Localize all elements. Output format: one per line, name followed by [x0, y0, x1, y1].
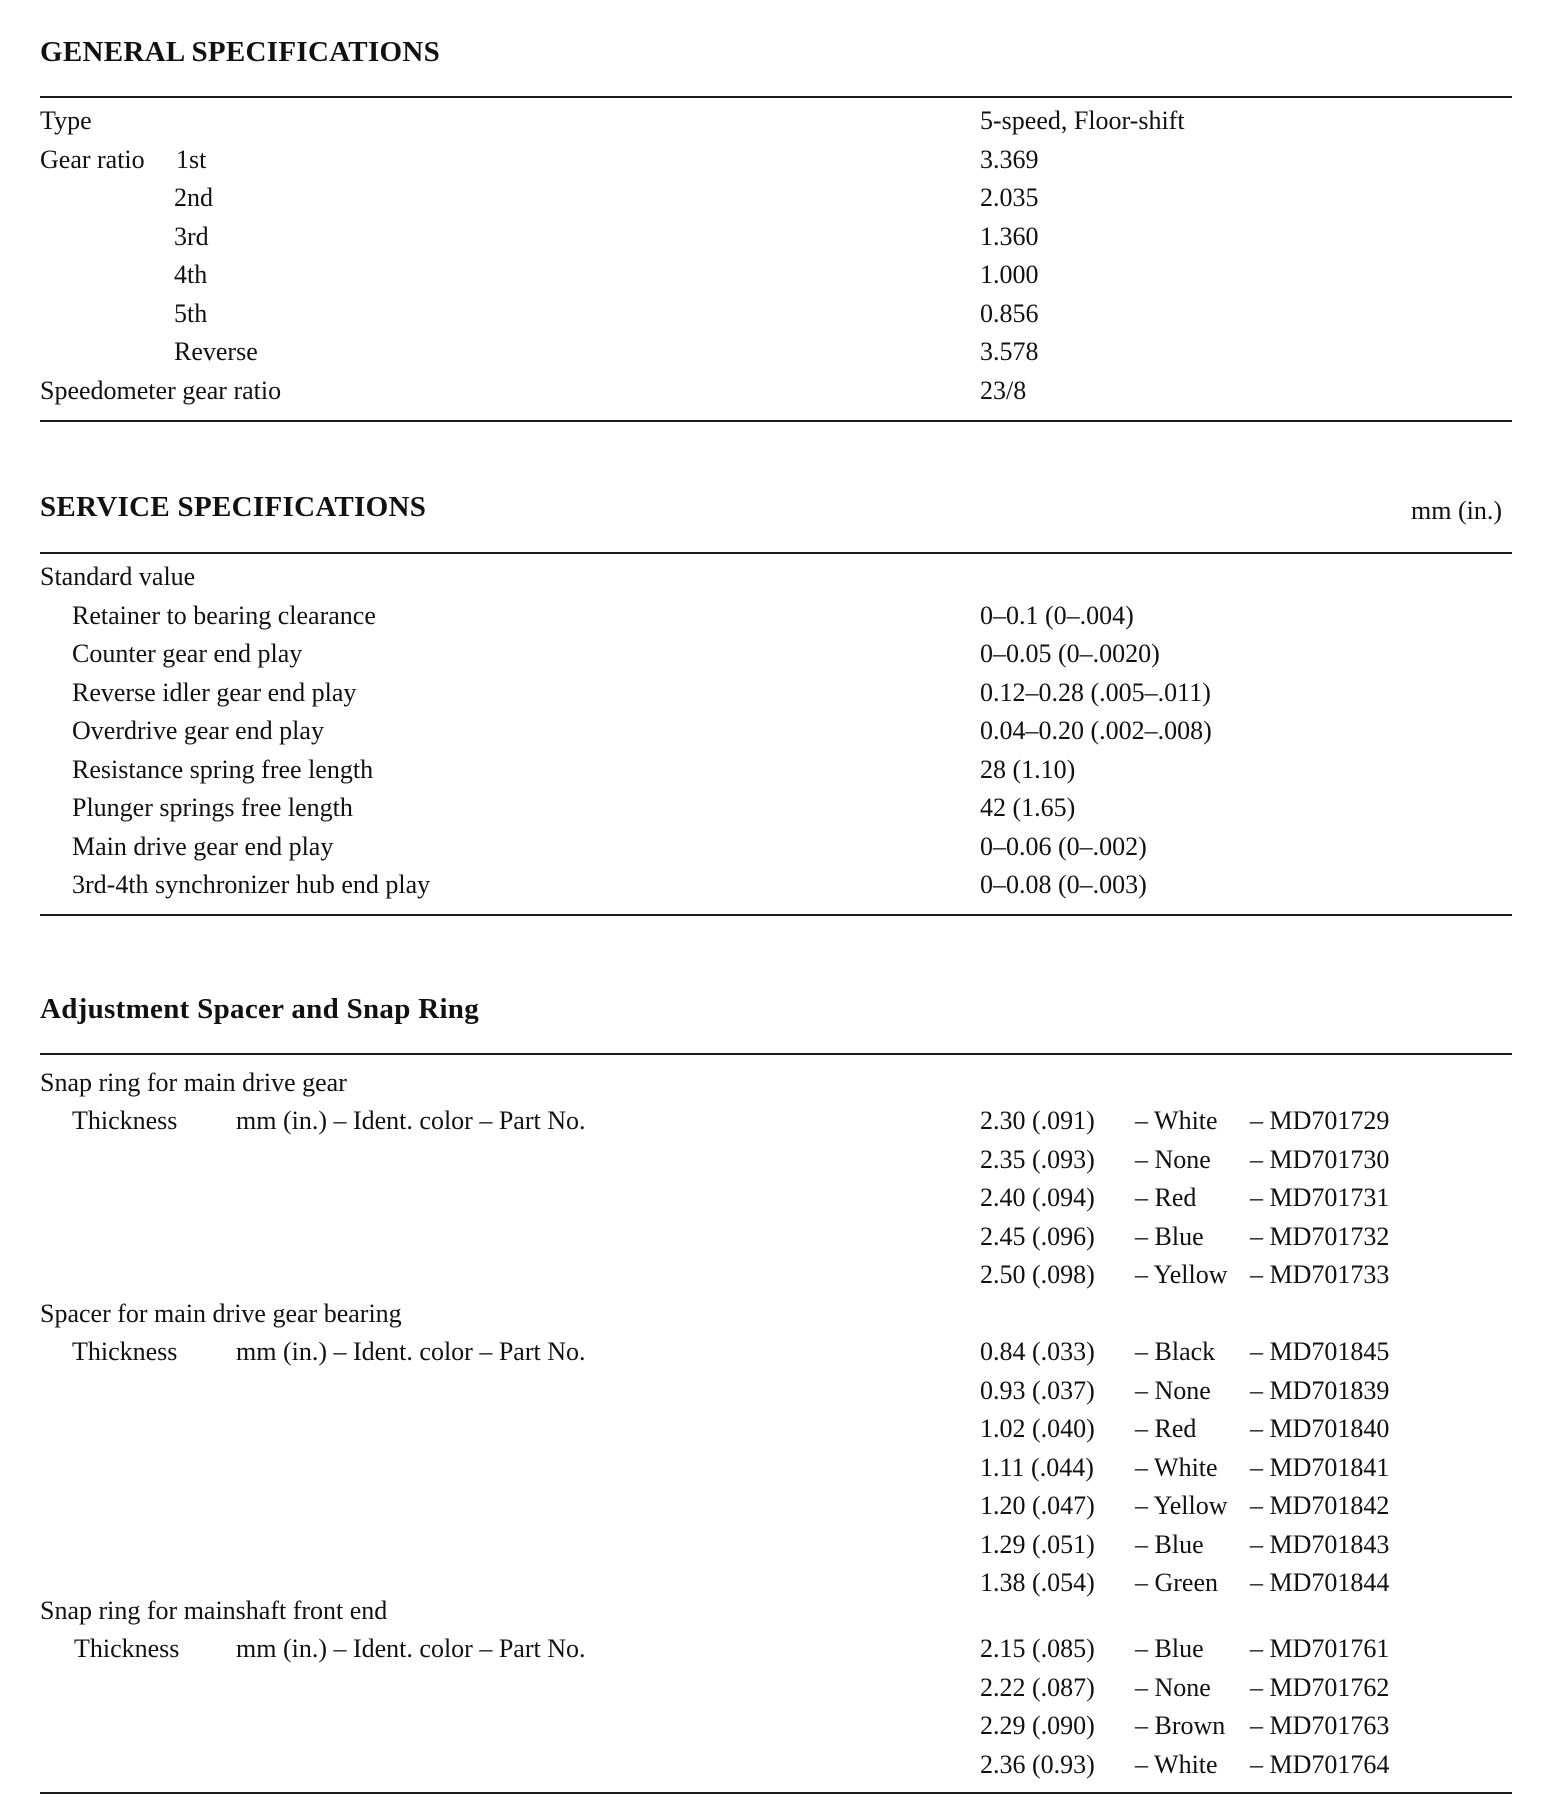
part-row	[0, 1449, 1568, 1487]
part-number: – MD701733	[1250, 1260, 1390, 1289]
service-spec-title: SERVICE SPECIFICATIONS	[40, 491, 427, 523]
service-bottom-rule	[40, 914, 1512, 916]
part-row	[0, 1141, 1568, 1179]
ident-color: – White	[1135, 1106, 1218, 1135]
service-top-rule	[40, 552, 1512, 554]
part-no: MD701762	[1269, 1673, 1390, 1702]
adjustment-top-rule	[40, 1053, 1512, 1055]
row-label: Reverse idler gear end play	[72, 678, 357, 707]
part-row	[0, 1256, 1568, 1294]
ident-color: – None	[1135, 1673, 1211, 1702]
part-row	[0, 1707, 1568, 1745]
thickness-value: 2.35 (.093)	[980, 1145, 1095, 1174]
thickness-value: 1.20 (.047)	[980, 1491, 1095, 1520]
color-name: Brown	[1154, 1711, 1226, 1740]
ident-color: – White	[1135, 1750, 1218, 1779]
ident-color: – Blue	[1135, 1222, 1204, 1251]
service-row	[0, 712, 1568, 750]
color-name: Red	[1154, 1414, 1197, 1443]
row-value: 0–0.06 (0–.002)	[980, 832, 1147, 861]
ident-color: – Blue	[1135, 1530, 1204, 1559]
part-number: – MD701843	[1250, 1530, 1390, 1559]
ident-color: – Blue	[1135, 1634, 1204, 1663]
ident-color: – Red	[1135, 1414, 1197, 1443]
thickness-label: Thickness	[72, 1337, 178, 1366]
row-label: Retainer to bearing clearance	[72, 601, 376, 630]
part-no: MD701761	[1269, 1634, 1390, 1663]
part-row	[0, 1179, 1568, 1217]
row-value: 0–0.08 (0–.003)	[980, 870, 1147, 899]
row-value: 5-speed, Floor-shift	[980, 106, 1185, 135]
row-value: 2.035	[980, 183, 1039, 212]
row-value: 42 (1.65)	[980, 793, 1076, 822]
service-row	[0, 674, 1568, 712]
part-number: – MD701844	[1250, 1568, 1390, 1597]
thickness-value: 2.30 (.091)	[980, 1106, 1095, 1135]
color-name: None	[1154, 1376, 1211, 1405]
thickness-value: 1.02 (.040)	[980, 1414, 1095, 1443]
color-name: Blue	[1154, 1222, 1204, 1251]
columns-label: mm (in.) – Ident. color – Part No.	[236, 1634, 586, 1663]
color-name: Yellow	[1153, 1491, 1228, 1520]
part-no: MD701839	[1269, 1376, 1390, 1405]
part-no: MD701730	[1269, 1145, 1390, 1174]
general-row-gear-reverse	[0, 333, 1568, 371]
thickness-value: 2.45 (.096)	[980, 1222, 1095, 1251]
part-row	[0, 1669, 1568, 1707]
row-value: 0–0.05 (0–.0020)	[980, 639, 1160, 668]
thickness-label: Thickness	[72, 1106, 178, 1135]
row-label: Plunger springs free length	[72, 793, 353, 822]
row-value: 1.360	[980, 222, 1039, 251]
part-number: – MD701729	[1250, 1106, 1390, 1135]
color-name: Black	[1154, 1337, 1216, 1366]
thickness-value: 1.29 (.051)	[980, 1530, 1095, 1559]
adjustment-group-label	[0, 1295, 1568, 1333]
columns-label: mm (in.) – Ident. color – Part No.	[236, 1106, 586, 1135]
row-label: Counter gear end play	[72, 639, 303, 668]
part-no: MD701763	[1269, 1711, 1390, 1740]
group-label: Snap ring for main drive gear	[40, 1068, 347, 1097]
row-label: Speedometer gear ratio	[40, 376, 282, 405]
part-number: – MD701840	[1250, 1414, 1390, 1443]
part-row	[0, 1746, 1568, 1784]
ident-color: – White	[1135, 1453, 1218, 1482]
part-no: MD701732	[1269, 1222, 1390, 1251]
thickness-value: 1.38 (.054)	[980, 1568, 1095, 1597]
part-no: MD701840	[1269, 1414, 1390, 1443]
thickness-value: 2.40 (.094)	[980, 1183, 1095, 1212]
part-number: – MD701730	[1250, 1145, 1390, 1174]
row-value: 3.578	[980, 337, 1039, 366]
row-label: Main drive gear end play	[72, 832, 334, 861]
part-no: MD701845	[1269, 1337, 1390, 1366]
part-no: MD701731	[1269, 1183, 1390, 1212]
thickness-value: 2.36 (0.93)	[980, 1750, 1095, 1779]
part-number: – MD701764	[1250, 1750, 1390, 1779]
row-sub-label: 1st	[176, 145, 207, 174]
group-label: Snap ring for mainshaft front end	[40, 1596, 388, 1625]
ident-color: – Black	[1135, 1337, 1216, 1366]
row-value: 28 (1.10)	[980, 755, 1076, 784]
row-sub-label: Reverse	[174, 337, 258, 366]
row-sub-label: 3rd	[174, 222, 209, 251]
row-sub-label: 5th	[174, 299, 208, 328]
row-sub-label: 2nd	[174, 183, 213, 212]
general-row-gear-1st	[0, 141, 1568, 179]
service-row	[0, 635, 1568, 673]
row-label: Resistance spring free length	[72, 755, 374, 784]
ident-color: – Yellow	[1135, 1260, 1228, 1289]
ident-color: – Yellow	[1135, 1491, 1228, 1520]
part-no: MD701842	[1269, 1491, 1390, 1520]
part-row	[0, 1102, 1568, 1140]
service-group-label	[0, 558, 1568, 596]
color-name: White	[1154, 1106, 1218, 1135]
row-value: 0.12–0.28 (.005–.011)	[980, 678, 1211, 707]
part-row	[0, 1372, 1568, 1410]
adjustment-title: Adjustment Spacer and Snap Ring	[40, 993, 480, 1025]
service-row	[0, 828, 1568, 866]
part-number: – MD701732	[1250, 1222, 1390, 1251]
columns-label: mm (in.) – Ident. color – Part No.	[236, 1337, 586, 1366]
part-row	[0, 1218, 1568, 1256]
part-no: MD701729	[1269, 1106, 1390, 1135]
part-number: – MD701763	[1250, 1711, 1390, 1740]
standard-value-label: Standard value	[40, 562, 196, 591]
color-name: Red	[1154, 1183, 1197, 1212]
row-sub-label: 4th	[174, 260, 208, 289]
ident-color: – Green	[1135, 1568, 1219, 1597]
part-row	[0, 1410, 1568, 1448]
part-no: MD701764	[1269, 1750, 1390, 1779]
general-bottom-rule	[40, 420, 1512, 422]
ident-color: – Red	[1135, 1183, 1197, 1212]
color-name: Blue	[1154, 1634, 1204, 1663]
part-no: MD701841	[1269, 1453, 1390, 1482]
row-value: 0–0.1 (0–.004)	[980, 601, 1134, 630]
color-name: Green	[1154, 1568, 1219, 1597]
color-name: None	[1154, 1673, 1211, 1702]
general-row-gear-5th	[0, 295, 1568, 333]
part-row	[0, 1526, 1568, 1564]
service-row	[0, 597, 1568, 635]
part-number: – MD701845	[1250, 1337, 1390, 1366]
part-number: – MD701841	[1250, 1453, 1390, 1482]
adjustment-bottom-rule	[40, 1792, 1512, 1794]
part-number: – MD701842	[1250, 1491, 1390, 1520]
row-value: 0.04–0.20 (.002–.008)	[980, 716, 1212, 745]
color-name: Blue	[1154, 1530, 1204, 1559]
general-spec-title: GENERAL SPECIFICATIONS	[40, 36, 441, 68]
thickness-value: 2.50 (.098)	[980, 1260, 1095, 1289]
color-name: White	[1154, 1750, 1218, 1779]
thickness-label: Thickness	[74, 1634, 180, 1663]
row-value: 23/8	[980, 376, 1027, 405]
color-name: None	[1154, 1145, 1211, 1174]
general-row-type	[0, 102, 1568, 140]
part-row	[0, 1630, 1568, 1668]
adjustment-group-label	[0, 1592, 1568, 1630]
row-label: Type	[40, 106, 92, 135]
row-value: 0.856	[980, 299, 1039, 328]
part-no: MD701844	[1269, 1568, 1390, 1597]
part-row	[0, 1487, 1568, 1525]
ident-color: – None	[1135, 1376, 1211, 1405]
ident-color: – None	[1135, 1145, 1211, 1174]
service-row	[0, 789, 1568, 827]
thickness-value: 2.29 (.090)	[980, 1711, 1095, 1740]
part-number: – MD701731	[1250, 1183, 1390, 1212]
part-number: – MD701761	[1250, 1634, 1390, 1663]
color-name: White	[1154, 1453, 1218, 1482]
thickness-value: 0.93 (.037)	[980, 1376, 1095, 1405]
adjustment-group-label	[0, 1064, 1568, 1102]
color-name: Yellow	[1153, 1260, 1228, 1289]
general-row-gear-2nd	[0, 179, 1568, 217]
thickness-value: 2.15 (.085)	[980, 1634, 1095, 1663]
row-label: Overdrive gear end play	[72, 716, 324, 745]
general-row-gear-4th	[0, 256, 1568, 294]
service-row	[0, 866, 1568, 904]
thickness-value: 0.84 (.033)	[980, 1337, 1095, 1366]
ident-color: – Brown	[1135, 1711, 1226, 1740]
part-number: – MD701839	[1250, 1376, 1390, 1405]
general-row-gear-3rd	[0, 218, 1568, 256]
part-row	[0, 1333, 1568, 1371]
general-row-speedometer	[0, 372, 1568, 410]
part-no: MD701733	[1269, 1260, 1390, 1289]
general-top-rule	[40, 96, 1512, 98]
part-no: MD701843	[1269, 1530, 1390, 1559]
thickness-value: 1.11 (.044)	[980, 1453, 1094, 1482]
row-value: 1.000	[980, 260, 1039, 289]
row-label: Gear ratio	[40, 145, 145, 174]
service-unit-label: mm (in.)	[1411, 496, 1502, 525]
row-label: 3rd-4th synchronizer hub end play	[72, 870, 431, 899]
part-number: – MD701762	[1250, 1673, 1390, 1702]
service-row	[0, 751, 1568, 789]
group-label: Spacer for main drive gear bearing	[40, 1299, 402, 1328]
row-value: 3.369	[980, 145, 1039, 174]
thickness-value: 2.22 (.087)	[980, 1673, 1095, 1702]
